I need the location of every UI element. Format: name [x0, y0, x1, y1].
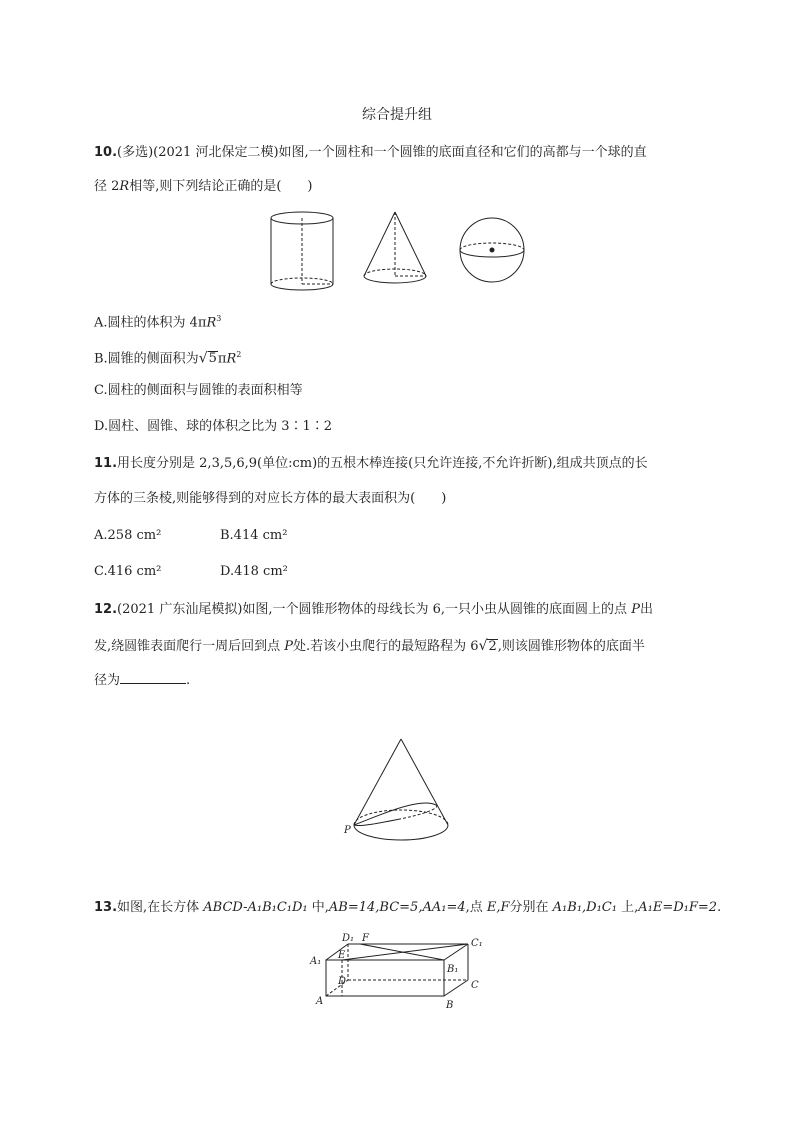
q13-line1 — [94, 899, 721, 917]
q10-option-a-var: R — [206, 315, 217, 331]
q11-options-row1 — [94, 527, 161, 545]
q11-number: 11. — [94, 456, 118, 471]
q13-number: 13. — [94, 900, 118, 915]
q10-text2a: 径 2 — [94, 179, 120, 194]
q13-label-d1: D₁ — [342, 933, 355, 944]
q13-figure-cuboid — [306, 932, 496, 1012]
q13-label-c1: C₁ — [471, 938, 483, 949]
q13-points: E,F — [486, 900, 510, 915]
q10-option-b-text: B.圆锥的侧面积为 — [94, 351, 199, 367]
q11-option-d: D.418 cm² — [220, 564, 288, 579]
q12-line3 — [94, 671, 190, 690]
q11-option-a: A.258 cm² — [94, 528, 162, 543]
q13-condition: A₁E=D₁F=2 — [638, 900, 718, 915]
q13-text-j: . — [717, 900, 722, 915]
q12-text3a: 径为 — [94, 673, 121, 688]
cone-shape — [364, 212, 426, 283]
q10-line1 — [94, 144, 647, 162]
q10-option-b: B.圆锥的侧面积为$√5\pi R^2$ — [94, 350, 242, 367]
q10-option-b-exp: 2 — [236, 350, 242, 359]
q13-text-d: ,点 — [465, 900, 487, 915]
q12-text3b: . — [186, 673, 191, 688]
q13-text-a: 如图,在长方体 — [117, 900, 204, 915]
q10-option-a-text: A.圆柱的体积为 4π — [94, 315, 207, 331]
q11-option-c: C.416 cm² — [94, 564, 162, 579]
q10-line2 — [94, 178, 312, 196]
cylinder-shape — [271, 212, 333, 290]
q13-text-b: 中, — [307, 900, 329, 915]
q12-var-p2: P — [284, 639, 294, 654]
q12-line2: 发,绕圆锥表面爬行一周后回到点 P处.若该小虫爬行的最短路程为 6√2,则该圆锥形物体的底面半 — [94, 638, 645, 654]
q10-option-b-pi: π — [217, 351, 227, 367]
q12-text1b: 出 — [639, 602, 653, 617]
q11-option-b: B.414 cm² — [220, 528, 288, 543]
section-title: 综合提升组 — [362, 107, 432, 123]
q11-text1: 用长度分别是 2,3,5,6,9(单位:cm)的五根木棒连接(只允许连接,不允许折断),组成共顶点的长 — [117, 456, 648, 471]
q13-lengths: AB=14,BC=5,AA₁=4 — [328, 900, 466, 915]
q11-line1 — [94, 455, 648, 473]
q13-label-a: A — [316, 996, 324, 1007]
q12-answer-blank[interactable] — [120, 671, 186, 684]
q10-option-b-var: R — [226, 351, 237, 367]
q13-label-b1: B₁ — [447, 964, 459, 975]
sphere-shape — [460, 218, 524, 282]
q13-label-d: D — [338, 976, 347, 987]
q11-line2: 方体的三条棱,则能够得到的对应长方体的最大表面积为( ) — [94, 491, 447, 506]
q12-figure-cone — [340, 735, 455, 847]
q12-text1a: (2021 广东汕尾模拟)如图,一个圆锥形物体的母线长为 6,一只小虫从圆锥的底面圆上的点 — [117, 602, 632, 617]
q13-label-e: E — [338, 950, 346, 961]
q10-option-c: C.圆柱的侧面积与圆锥的表面积相等 — [94, 383, 303, 398]
q10-var-r: R — [119, 179, 130, 194]
q10-option-b-sqrt: 5 — [208, 351, 217, 367]
q10-option-d: D.圆柱、圆锥、球的体积之比为 3∶1∶2 — [94, 419, 333, 434]
q13-label-f: F — [362, 933, 369, 944]
q10-option-a-exp: 3 — [216, 314, 222, 323]
q10-text2b: 相等,则下列结论正确的是( ) — [129, 179, 313, 194]
q10-text1: (多选)(2021 河北保定二模)如图,一个圆柱和一个圆锥的底面直径和它们的高都与一个球的直 — [117, 145, 647, 160]
q12-number: 12. — [94, 602, 118, 617]
q13-label-a1: A₁ — [310, 956, 322, 967]
q12-text2c: ,则该圆锥形物体的底面半 — [497, 639, 645, 654]
q10-number: 10. — [94, 145, 118, 160]
q10-option-a — [94, 310, 221, 332]
q12-sqrt: 2 — [488, 639, 497, 654]
q13-solid-name: ABCD-A₁B₁C₁D₁ — [203, 900, 308, 915]
q12-text2b: 处.若该小虫爬行的最短路程为 6 — [293, 639, 479, 654]
q13-text-h: 上, — [616, 900, 639, 915]
q13-label-c: C — [471, 980, 479, 991]
q13-label-b: B — [446, 1000, 454, 1011]
q13-edges: A₁B₁,D₁C₁ — [552, 900, 617, 915]
q10-figure-cylinder-cone-sphere — [262, 206, 542, 296]
q13-text-f: 分别在 — [509, 900, 553, 915]
q12-line1 — [94, 601, 653, 619]
q12-var-p1: P — [631, 602, 640, 617]
q12-label-p: P — [344, 825, 351, 836]
q12-text2a: 发,绕圆锥表面爬行一周后回到点 — [94, 639, 285, 654]
